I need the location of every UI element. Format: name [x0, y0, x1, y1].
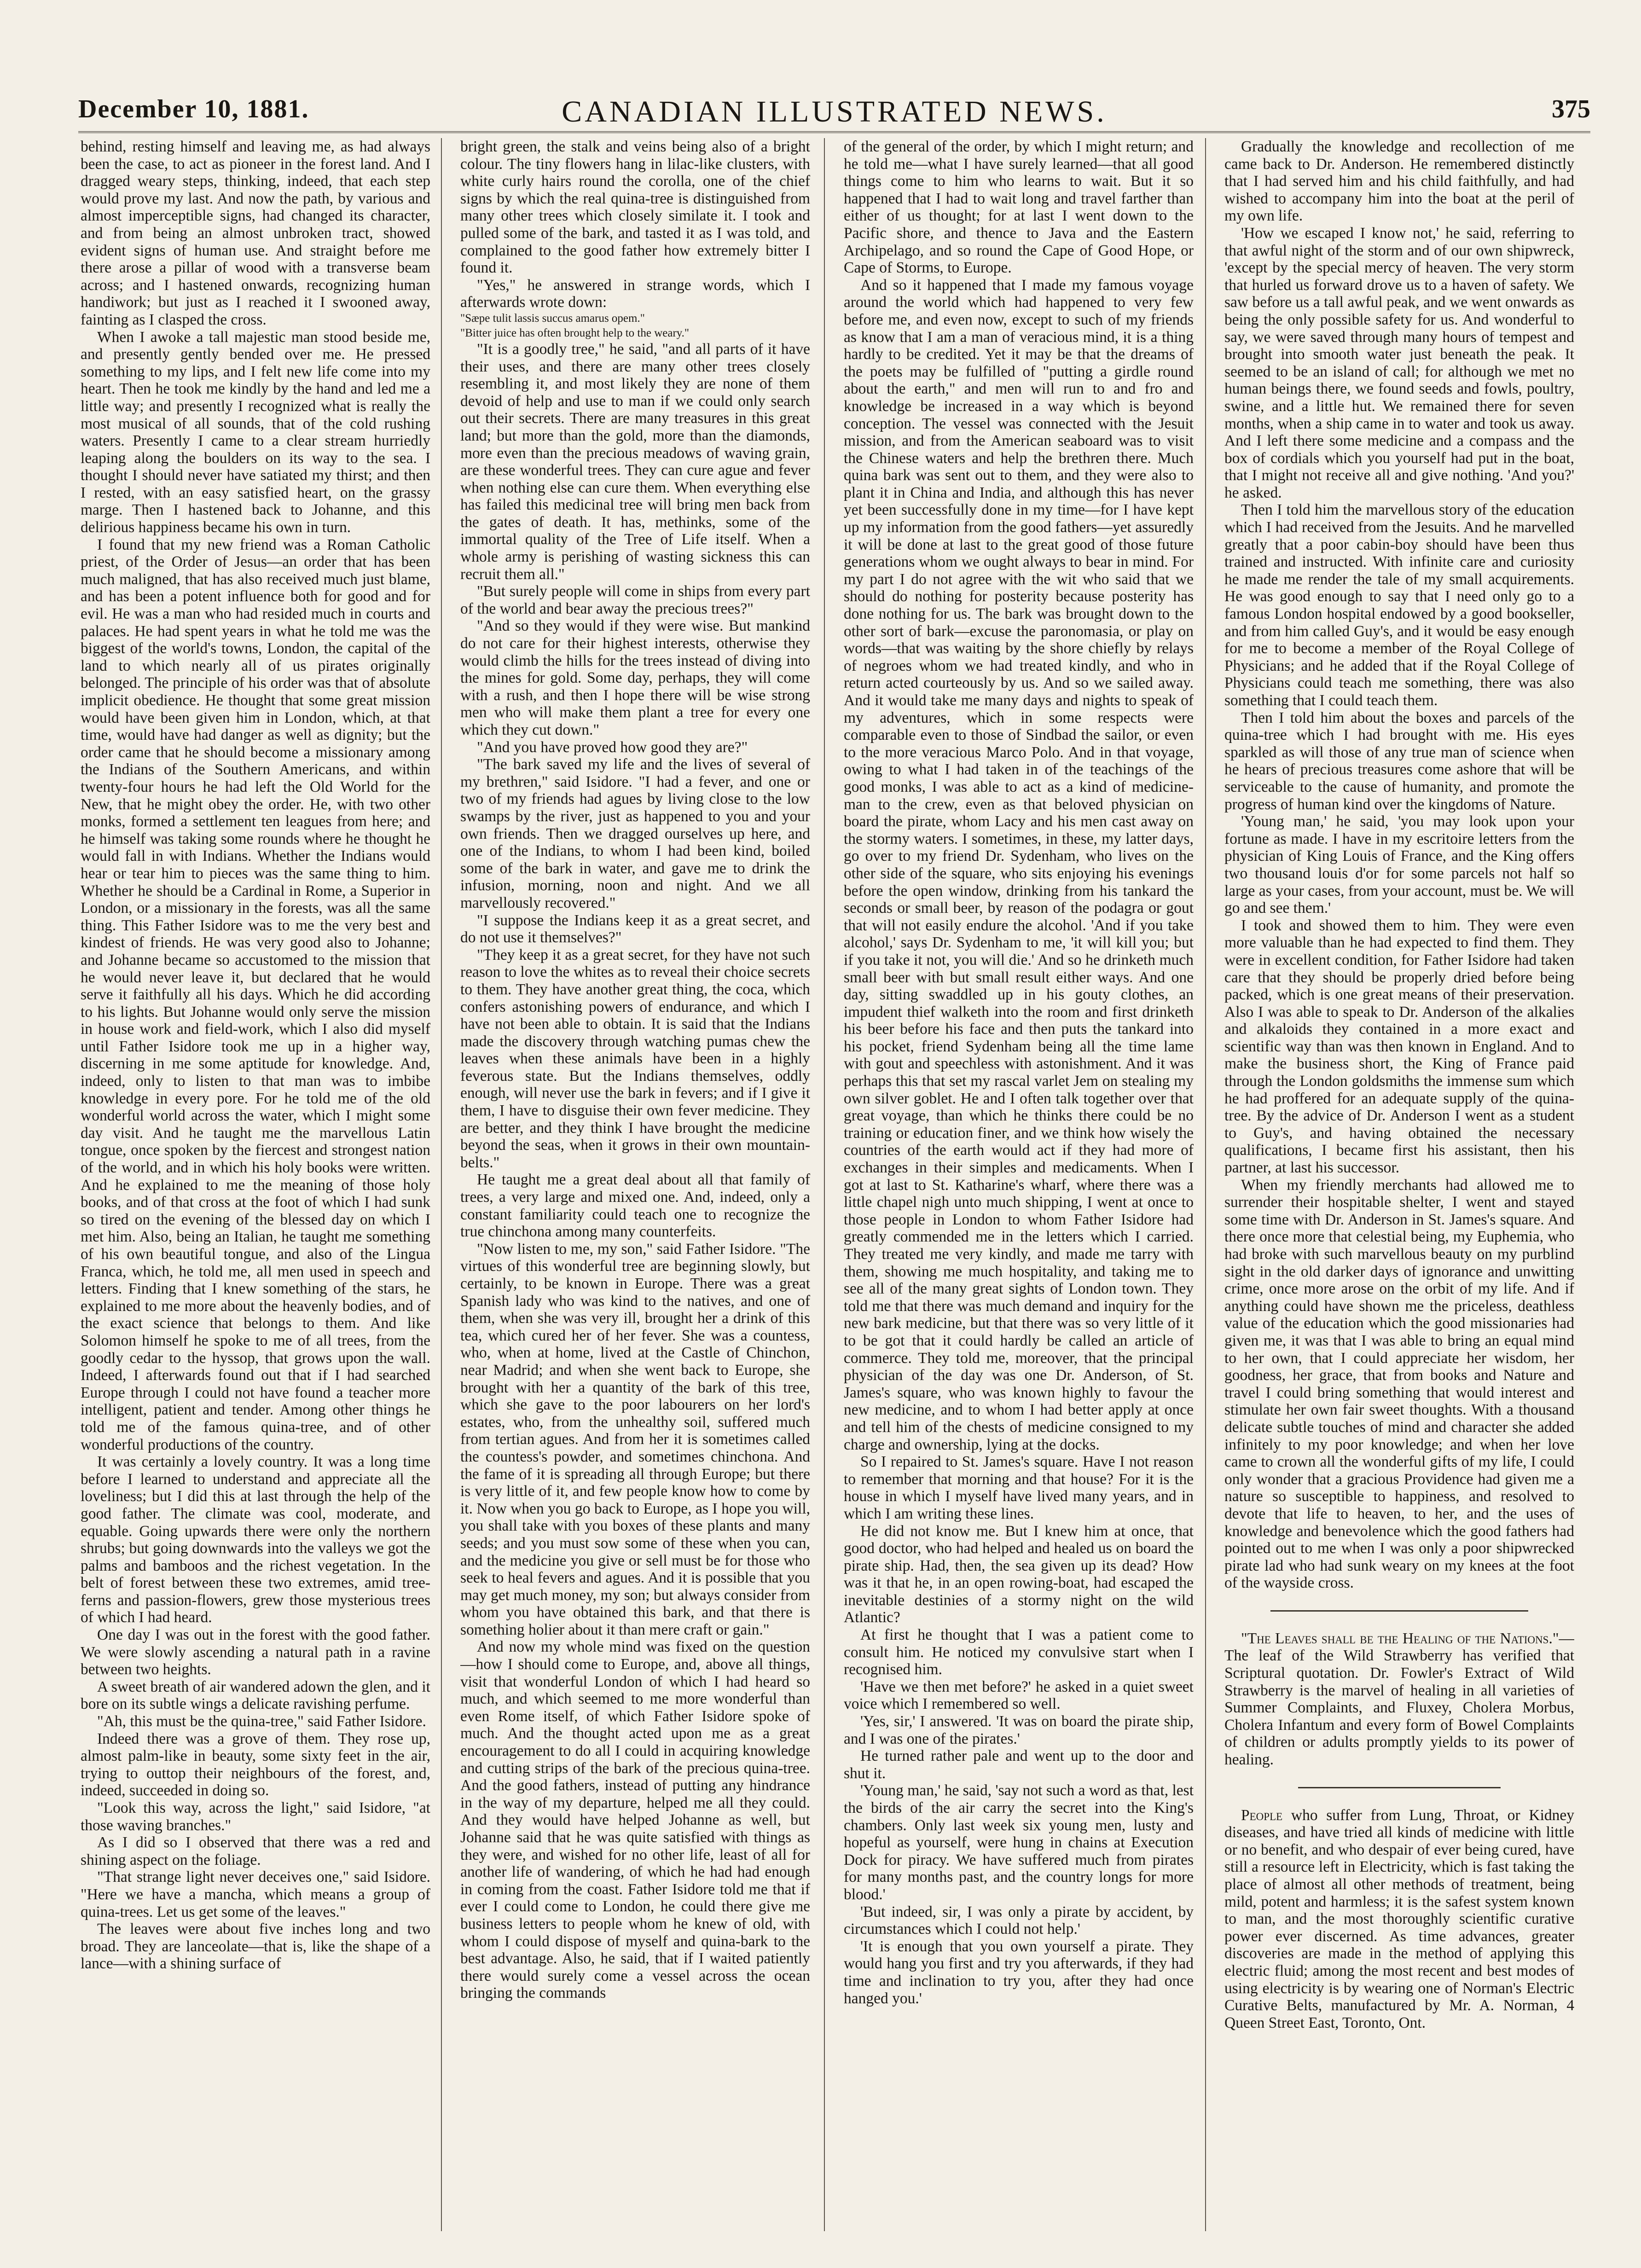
paragraph: So I repaired to St. James's square. Have I not reason to remember that morning and that house? For it is the house in which I myself have lived many years, and in which I am writing these lines.	[844, 1453, 1194, 1522]
page-header	[78, 94, 1590, 133]
newspaper-title: CANADIAN ILLUSTRATED NEWS.	[562, 95, 1107, 128]
notice-body: —The leaf of the Wild Strawberry has verified that Scriptural quotation. Dr. Fowler's Extract of Wild Strawberry is the marvel of healing in all varieties of Summer Complaints, and Fluxey, Cholera Morbus, Cholera Infantum and every form of Bowel Complaints of children or adults promptly yields to its power of healing.	[1224, 1630, 1574, 1769]
notice-lead: "The Leaves shall be the Healing of the Nations."	[1241, 1630, 1559, 1647]
paragraph: "Ah, this must be the quina-tree," said Father Isidore.	[97, 1713, 426, 1730]
paragraph: "And so they would if they were wise. But mankind do not care for their highest interests, otherwise they would climb the hills for the trees instead of diving into the mines for gold. Some day, perhaps, they will come with a rush, and then I hope there will be wise strong men who will make them plant a tree for every one which they cut down."	[460, 617, 810, 738]
page-number: 375	[1552, 95, 1590, 123]
paragraph: "And you have proved how good they are?"	[477, 738, 748, 756]
paragraph: At first he thought that I was a patient come to consult him. He noticed my convulsive start when I recognised him.	[844, 1626, 1194, 1678]
paragraph: He taught me a great deal about all that family of trees, a very large and mixed one. And, indeed, only a constant familiarity could teach one to recognize the true chinchona among many counterfeits.	[460, 1171, 810, 1241]
paragraph: "They keep it as a great secret, for they have not such reason to love the whites as to reveal their choice secrets to them. They have another great thing, the coca, which confers astonishing powers of endurance, and which I have not been able to obtain. It is said that the Indians made the discovery through watching pumas chew the leaves when these animals have been in a highly feverous state. But the Indians themselves, oddly enough, will never use the bark in fevers; and if I give it them, I have to disguise their own fever medicine. They are better, and they think I have brought the medicine beyond the seas, when it grows in their own mountain-belts."	[460, 946, 810, 1171]
notice-body: who suffer from Lung, Throat, or Kidney diseases, and have tried all kinds of medicine with little or no benefit, and who despair of ever being cured, have still a resource left in Electricity, which is fast taking the place of almost all other methods of treatment, being mild, potent and harmless; it is the safest system known to man, and the most thoroughly scientific curative power ever discerned. As time advances, greater discoveries are made in the method of applying this electric fluid; among the most recent and best modes of using electricity is by wearing one of Norman's Electric Curative Belts, manufactured by Mr. A. Norman, 4 Queen Street East, Toronto, Ont.	[1224, 1806, 1574, 2031]
paragraph: bright green, the stalk and veins being also of a bright colour. The tiny flowers hang in lilac-like clusters, with white curly hairs round the corolla, one of the chief signs by which the real quina-tree is distinguished from many other trees which closely similate it. I took and pulled some of the bark, and tasted it as I was told, and complained to the good father how extremely bitter I found it.	[460, 138, 810, 277]
paragraph: behind, resting himself and leaving me, as had always been the case, to act as pioneer in the forest land. And I dragged weary steps, thinking, indeed, that each step would prove my last. And now the path, by various and almost imperceptible signs, had changed its character, and from being an almost unbroken tract, showed evident signs of human use. And straight before me there arose a pillar of wood with a transverse beam across; and I hastened onwards, recognizing human handiwork; but just as I reached it I swooned away, fainting as I clasped the cross.	[81, 138, 430, 328]
column-rule	[441, 138, 442, 2231]
latin-quotation: "Sæpe tulit lassis succus amarus opem." "Bitter juice has often brought help to the weary."	[460, 312, 690, 339]
column-rule	[1205, 138, 1206, 2231]
paragraph: 'Have we then met before?' he asked in a quiet sweet voice which I remembered so well.	[844, 1678, 1194, 1713]
paragraph: Indeed there was a grove of them. They rose up, almost palm-like in beauty, some sixty feet in the air, trying to outtop their neighbours of the forest, and, indeed, succeeded in doing so.	[81, 1730, 430, 1799]
paragraph: 'Yes, sir,' I answered. 'It was on board the pirate ship, and I was one of the pirates.'	[844, 1713, 1194, 1747]
notice-lead: People	[1241, 1806, 1283, 1824]
notice-strawberry	[1224, 1630, 1574, 1769]
paragraph: of the general of the order, by which I might return; and he told me—what I have surely learned—that all good things come to him who learns to wait. But it so happened that I had to wait long and travel farther than either of us thought; for at last I went down to the Pacific shore, and thence to Java and the Eastern Archipelago, and so round the Cape of Good Hope, or Cape of Storms, to Europe.	[844, 138, 1194, 277]
column-4	[1224, 138, 1574, 2231]
paragraph: The leaves were about five inches long and two broad. They are lanceolate—that is, like the shape of a lance—with a shining surface of	[81, 1920, 430, 1972]
paragraph: 'But indeed, sir, I was only a pirate by accident, by circumstances which I could not help.'	[844, 1903, 1194, 1938]
paragraph: "Now listen to me, my son," said Father Isidore. "The virtues of this wonderful tree are beginning slowly, but certainly, to be known in Europe. There was a great Spanish lady who was kind to the natives, and one of them, when she was very ill, brought her a drink of this tea, which cured her of her fever. She was a countess, who, when at home, lived at the Castle of Chinchon, near Madrid; and when she went back to Europe, she brought with her a quantity of the bark of this tree, which she gave to the poor labourers on her lord's estates, who, from the unhealthy soil, suffered much from tertian agues. And from her it is sometimes called the countess's powder, and sometimes chinchona. And the fame of it is spreading all through Europe; but there is very little of it, and few people know how to come by it. Now when you go back to Europe, as I hope you will, you shall take with you boxes of these plants and many seeds; and you must sow some of these when you can, and the medicine you give or sell must be for those who seek to heal fevers and agues. And it is possible that you may get much money, my son; but always consider from whom you have obtained this bark, and that there is something holier about it than mere craft or gain."	[460, 1240, 810, 1638]
paragraph: 'How we escaped I know not,' he said, referring to that awful night of the storm and of our own shipwreck, 'except by the special mercy of heaven. The very storm that hurled us forward drove us to a haven of safety. We saw before us a tall awful peak, and we went onwards as being the only possible safety for us. And wonderful to say, we were saved through many hours of tempest and brought into smooth water just beneath the peak. It seemed to be an island of call; for although we met no human beings there, we found seeds and fowls, poultry, swine, and a little hut. We remained there for seven months, when a ship came in to water and took us away. And I left there some medicine and a compass and the box of cordials which you yourself had put in the boat, that I might not receive all and give nothing. 'And you?' he asked.	[1224, 224, 1574, 501]
paragraph: One day I was out in the forest with the good father. We were slowly ascending a natural path in a ravine between two heights.	[81, 1626, 430, 1678]
paragraph: "That strange light never deceives one," said Isidore. "Here we have a mancha, which means a group of quina-trees. Let us get some of the leaves."	[81, 1868, 430, 1920]
paragraph: "But surely people will come in ships from every part of the world and bear away the precious trees?"	[460, 583, 810, 617]
paragraph: When I awoke a tall majestic man stood beside me, and presently gently bended over me. He pressed something to my lips, and I felt new life come into my heart. Then he took me kindly by the hand and led me a little way; and presently I recognized what is really the most musical of all sounds, that of the cold rushing waters. Presently I came to a clear stream hurriedly leaping along the boulders on its way to the sea. I thought I should never have satiated my thirst; and then I rested, with an easy satisfied heart, on the grassy marge. Then I hastened back to Johanne, and this delirious happiness became his own in turn.	[81, 328, 430, 536]
paragraph: And now my whole mind was fixed on the question—how I should come to Europe, and, above all things, visit that wonderful London of which I had heard so much, and which seemed to me more wonderful than even Rome itself, of which Father Isidore spoke of much. And the thought acted upon me as a great encouragement to do all I could in acquiring knowledge and cutting strips of the bark of the precious quina-tree. And the good fathers, instead of putting any hindrance in the way of my departure, helped me all they could. And they would have helped Johanne as well, but Johanne said that he was quite satisfied with things as they were, and wished for no other life, least of all for another life of wandering, of which he had had enough in coming from the coast. Father Isidore told me that if ever I could come to London, he could there give me business letters to people whom he knew of old, with whom I could dispose of myself and quina-bark to the best advantage. Also, he said, that if I waited patiently there would surely come a vessel across the ocean bringing the commands	[460, 1638, 810, 2002]
paragraph: I found that my new friend was a Roman Catholic priest, of the Order of Jesus—an order that has been much maligned, that has also received much just blame, and has been a potent influence both for good and for evil. He was a man who had resided much in courts and palaces. He had spent years in what he told me was the biggest of the world's towns, London, the capital of the land to which nearly all of us pirates originally belonged. The principle of his order was that of absolute implicit obedience. He thought that some great mission would have been given him in London, which, at that time, would have had danger as well as dignity; but the order came that he should become a missionary among the Indians of the Southern Americans, and within twenty-four hours he had left the Old World for the New, that he might obey the order. He, with two other monks, formed a settlement ten leagues from here; and he himself was taking some rounds where he thought he would fall in with Indians. Whether the Indians would hear or tear him to pieces was the same thing to him. Whether he should be a Cardinal in Rome, a Superior in London, or a missionary in the forests, was all the same thing. This Father Isidore was to me the very best and kindest of friends. He was very good also to Johanne; and Johanne became so accustomed to the mission that he would never leave it, but declared that he would serve it faithfully all his days. Which he did according to his lights. But Johanne would only serve the mission in house work and field-work, which I also did myself until Father Isidore took me up in a higher way, discerning in me some aptitude for knowledge. And, indeed, only to listen to that man was to imbibe knowledge in every pore. For he told me of the old wonderful world across the water, which I might some day visit. And he taught me the marvellous Latin tongue, once spoken by the fiercest and strongest nation of the world, and in which his holy books were written. And he explained to me the meaning of those holy books, and of that cross at the foot of which I had sunk so tired on the evening of the blessed day on which I met him. Also, being an Italian, he taught me something of his own beautiful tongue, and also of the Lingua Franca, which, he told me, all men used in speech and letters. Finding that I knew something of the stars, he explained to me more about the heavenly bodies, and of the exact science that belongs to them. And like Solomon himself he spoke to me of all trees, from the goodly cedar to the hyssop, that grows upon the wall. Indeed, I afterwards found out that if I had searched Europe through I could not have found a teacher more intelligent, patient and tender. Among other things he told me of the famous quina-tree, and of other wonderful productions of the country.	[81, 536, 430, 1453]
issue-date: December 10, 1881.	[78, 95, 309, 123]
paragraph: When my friendly merchants had allowed me to surrender their hospitable shelter, I went and stayed some time with Dr. Anderson in St. James's square. And there once more that celestial being, my Euphemia, who had broke with such marvellous beauty on my purblind sight in the old darker days of ignorance and unwitting crime, once more arose on the orbit of my life. And if anything could have shown me the priceless, deathless value of the education which the good missionaries had given me, it was that I was able to bring an equal mind to her own, that I could appreciate her wisdom, her goodness, her grace, that from books and Nature and travel I could bring something that would interest and stimulate her own fair sweet thoughts. With a thousand delicate subtle touches of mind and character she added infinitely to my poor knowledge; and when her love came to crown all the wonderful gifts of my life, I could only wonder that a gracious Providence had given me a nature so susceptible to happiness, and resolved to devote that life to heaven, to her, and the uses of knowledge and benevolence which the good fathers had pointed out to me when I was only a poor shipwrecked pirate lad who had sunk weary on my knees at the foot of the wayside cross.	[1224, 1176, 1574, 1592]
paragraph: 'It is enough that you own yourself a pirate. They would hang you first and try you afterwards, if they had time and inclination to try you, after they had once hanged you.'	[844, 1937, 1194, 2007]
paragraph: As I did so I observed that there was a red and shining aspect on the foliage.	[81, 1834, 430, 1868]
section-divider	[1270, 1610, 1528, 1612]
paragraph: I took and showed them to him. They were even more valuable than he had expected to find them. They were in excellent condition, for Father Isidore had taken care that they should be properly dried before being packed, which is one great means of their preservation. Also I was able to speak to Dr. Anderson of the alkalies and alkaloids they contained in a more exact and scientific way than was then known in England. And to make the business short, the King of France paid through the London goldsmiths the immense sum which he had proffered for an adequate supply of the quina-tree. By the advice of Dr. Anderson I went as a student to Guy's, and having obtained the necessary qualifications, I became first his assistant, then his partner, at last his successor.	[1224, 916, 1574, 1177]
paragraph: 'Young man,' he said, 'say not such a word as that, lest the birds of the air carry the secret into the King's chambers. Only last week six young men, lusty and hopeful as yourself, were hung in chains at Execution Dock for piracy. We have suffered much from pirates for many months past, and the country longs for more blood.'	[844, 1782, 1194, 1903]
column-rule	[824, 138, 825, 2231]
paragraph: A sweet breath of air wandered adown the glen, and it bore on its subtle wings a delicate ravishing perfume.	[81, 1678, 430, 1713]
paragraph: "It is a goodly tree," he said, "and all parts of it have their uses, and there are many other trees closely resembling it, and most likely they are none of them devoid of help and use to man if we could only search out their secrets. There are many treasures in this great land; but more than the gold, more than the diamonds, more even than the precious meadows of waving grain, are these wonderful trees. They can cure ague and fever when nothing else can cure them. When everything else has failed this medicinal tree will bring men back from the gates of death. It has, methinks, some of the immortal quality of the Tree of Life itself. When a whole army is perishing of wasting sickness this can recruit them all."	[460, 340, 810, 583]
paragraph: He did not know me. But I knew him at once, that good doctor, who had helped and healed us on board the pirate ship. Had, then, the sea given up its dead? How was it that he, in an open rowing-boat, had escaped the inevitable destinies of a stormy night on the wild Atlantic?	[844, 1522, 1194, 1626]
paragraph: And so it happened that I made my famous voyage around the world which had happened to very few before me, and even now, except to such of my friends as know that I am a man of veracious mind, it is a thing hardly to be credited. Yet it may be that the dreams of the poets may be fulfilled of "putting a girdle round about the earth," and men will run to and fro and knowledge be increased in a way which is beyond conception. The vessel was connected with the Jesuit mission, and from the American seaboard was to visit the Chinese waters and help the brethren there. Much quina bark was sent out to them, and they were also to plant it in China and India, and although this has never yet been successfully done in my time—for I have kept up my information from the good fathers—yet assuredly it will be done at last to the great good of those future generations whom we ought always to bear in mind. For my part I do not agree with the wit who said that we should do nothing for posterity because posterity has done nothing for us. The bark was brought down to the other sort of bark—excuse the paronomasia, or play on words—that was waiting by the shore chiefly by relays of negroes whom we had treated kindly, and who in return acted courteously by us. And so we sailed away. And it would take me many days and nights to speak of my adventures, which in some respects were comparable even to those of Sindbad the sailor, or even to the more veracious Marco Polo. And in that voyage, owing to what I had taken in of the teachings of the good monks, I was able to act as a kind of medicine-man to the crew, even as that beloved physician on board the pirate, whom Lacy and his men cast away on the stormy waters. I sometimes, in these, my latter days, go over to my friend Dr. Sydenham, who lives on the other side of the square, who sits enjoying his evenings before the open window, drinking from his tankard the seconds or small beer, by reason of the podagra or gout that will not easily endure the alcohol. 'And if you take alcohol,' says Dr. Sydenham to me, 'it will kill you; but if you take it not, you will die.' And so he drinketh much small beer with but small result either ways. And one day, sitting swaddled up in his gouty clothes, an impudent thief walketh into the room and first drinketh his beer before his face and then puts the tankard into his pocket, friend Sydenham being all the time lame with gout and speechless with astonishment. And it was perhaps this that set my rascal varlet Jem on stealing my own silver goblet. He and I often talk together over that great voyage, than which he thinks there could be no training or education finer, and we think how wisely the countries of the earth would act if they had more of exchanges in their simples and medicaments. When I got at last to St. Katharine's wharf, where there was a little chapel nigh unto much shipping, I went at once to those people in London to whom Father Isidore had greatly commended me in the letters which I carried. They treated me very kindly, and made me tarry with them, showing me much hospitality, and taking me to see all of the many great sights of London town. They told me that there was much demand and inquiry for the new bark medicine, but that there was so very little of it to be got that it could hardly be called an article of commerce. They told me, moreover, that the principal physician of the day was one Dr. Anderson, of St. James's square, who was known highly to favour the new medicine, and to whom I had better apply at once and tell him of the chests of medicine consigned to my charge and ownership, lying at the docks.	[844, 276, 1194, 1453]
paragraph: Gradually the knowledge and recollection of me came back to Dr. Anderson. He remembered distinctly that I had served him and his child faithfully, and had wished to accompany him into the boat at the peril of my own life.	[1224, 138, 1574, 225]
paragraph: 'Young man,' he said, 'you may look upon your fortune as made. I have in my escritoire letters from the physician of King Louis of France, and the King offers two thousand louis d'or for some parcels not half so large as your cases, from your account, must be. We will go and see them.'	[1224, 813, 1574, 917]
paragraph: "Yes," he answered in strange words, which I afterwards wrote down:	[460, 276, 810, 311]
column-2	[460, 138, 810, 2231]
notice-electric-belts	[1224, 1807, 1574, 2032]
column-3	[844, 138, 1194, 2231]
paragraph: Then I told him the marvellous story of the education which I had received from the Jesuits. And he marvelled greatly that a poor cabin-boy should have been thus trained and instructed. With infinite care and curiosity he made me render the tale of my small acquirements. He was good enough to say that I need only go to a famous London hospital endowed by a good bookseller, and from him called Guy's, and it would be easy enough for me to become a member of the Royal College of Physicians; and he added that if the Royal College of Physicians could teach me something, there was also something that I could teach them.	[1224, 501, 1574, 709]
column-1	[81, 138, 430, 2231]
paragraph: "I suppose the Indians keep it as a great secret, and do not use it themselves?"	[460, 911, 810, 946]
paragraph: "The bark saved my life and the lives of several of my brethren," said Isidore. "I had a fever, and one or two of my friends had agues by living close to the low swamps by the river, just as happened to you and your own friends. Then we dragged ourselves up here, and one of the Indians, to whom I had been kind, boiled some of the bark in water, and gave me to drink the infusion, morning, noon and night. And we all marvellously recovered."	[460, 756, 810, 911]
paragraph: Then I told him about the boxes and parcels of the quina-tree which I had brought with me. His eyes sparkled as will those of any true man of science when he hears of precious treasures come ashore that will be serviceable to the cause of humanity, and promote the progress of human kind over the kingdoms of Nature.	[1224, 709, 1574, 813]
paragraph: It was certainly a lovely country. It was a long time before I learned to understand and appreciate all the loveliness; but I did this at last through the help of the good father. The climate was cool, moderate, and equable. Going upwards there were only the northern shrubs; but going downwards into the valleys we got the palms and bamboos and the richest vegetation. In the belt of forest between these two extremes, amid tree-ferns and passion-flowers, grew those mysterious trees of which I had heard.	[81, 1453, 430, 1626]
section-divider	[1298, 1787, 1501, 1788]
paragraph: "Look this way, across the light," said Isidore, "at those waving branches."	[81, 1799, 430, 1834]
paragraph: He turned rather pale and went up to the door and shut it.	[844, 1747, 1194, 1782]
